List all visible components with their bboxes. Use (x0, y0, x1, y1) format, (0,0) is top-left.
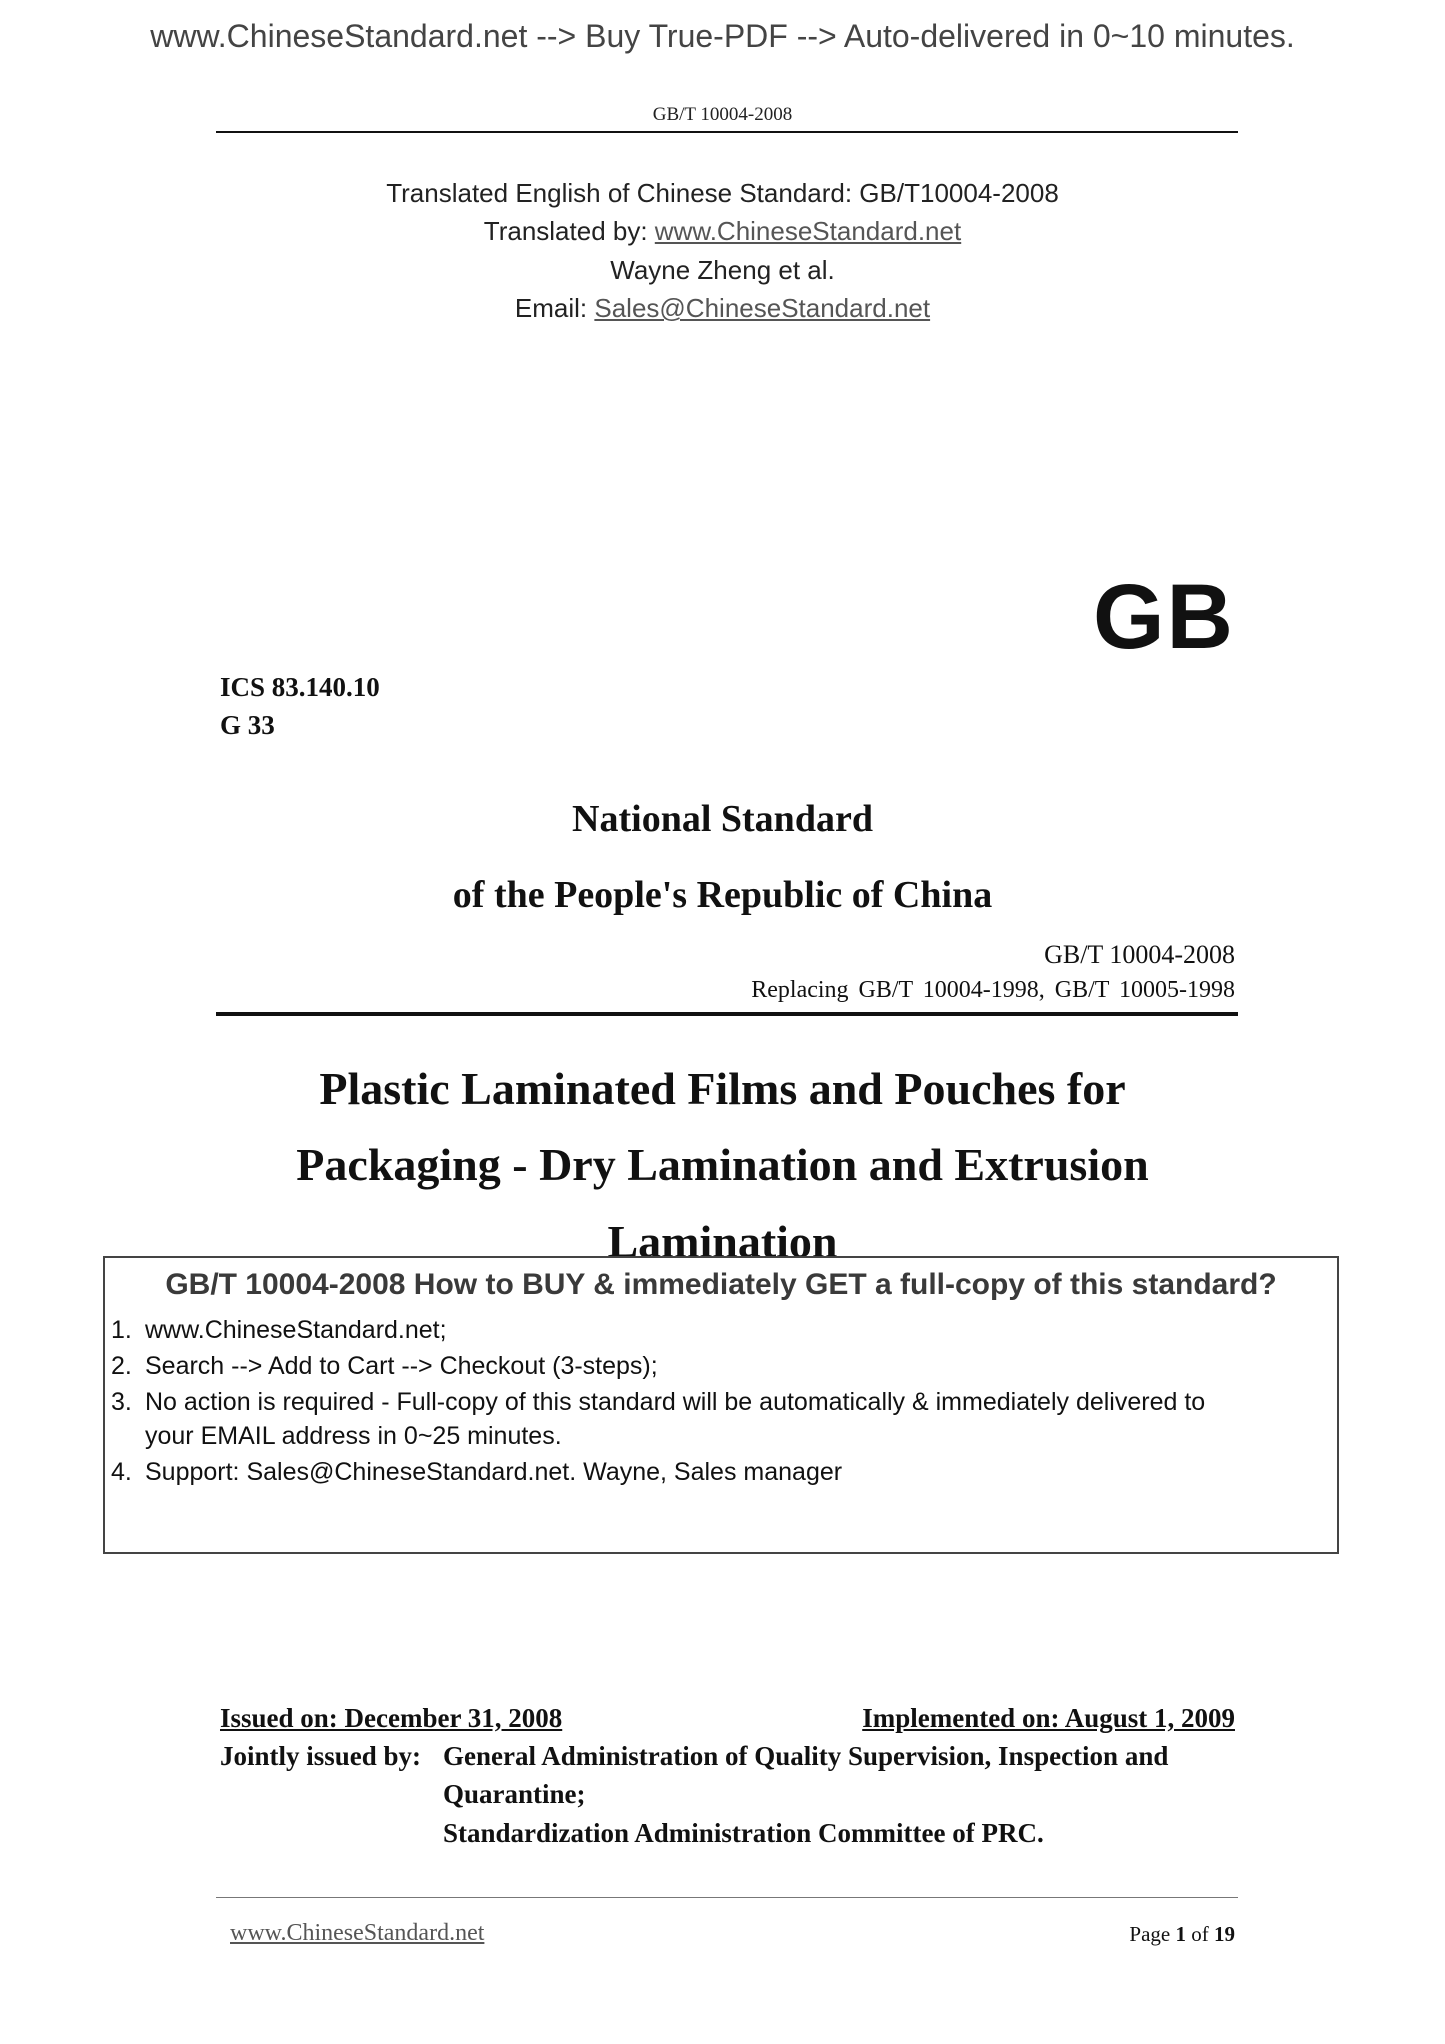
purchase-heading: GB/T 10004-2008 How to BUY & immediately GET a full-copy of this standard? (165, 1268, 1277, 1301)
national-standard-subheading: of the People's Republic of China (452, 874, 993, 916)
page-indicator (1129, 1922, 1235, 1947)
document-title-line: Packaging - Dry Lamination and Extrusion (296, 1139, 1149, 1190)
page-label: Page (1129, 1922, 1176, 1946)
top-banner: www.ChineseStandard.net --> Buy True-PDF --> Auto-delivered in 0~10 minutes. (150, 18, 1295, 54)
issuer-name-continuation: Quarantine; (443, 1779, 586, 1809)
header-divider (216, 131, 1238, 133)
step-number: 4. (111, 1458, 132, 1486)
footer-site-link[interactable]: www.ChineseStandard.net (230, 1920, 485, 1946)
translated-by-line (0, 216, 1445, 247)
translator-name: Wayne Zheng et al. (610, 255, 835, 285)
title-divider (216, 1012, 1238, 1016)
national-standard-heading: National Standard (572, 798, 873, 840)
purchase-step (111, 1316, 447, 1345)
purchase-info-box (103, 1256, 1339, 1554)
header-standard-code: GB/T 10004-2008 (652, 104, 793, 125)
purchase-step (111, 1458, 842, 1487)
page-total: 19 (1214, 1922, 1235, 1946)
email-label: Email: (514, 293, 595, 323)
footer-divider (216, 1897, 1238, 1898)
email-line (0, 293, 1445, 324)
step-number: 1. (111, 1316, 132, 1344)
document-title-line: Plastic Laminated Films and Pouches for (319, 1063, 1126, 1114)
translator-site-link[interactable]: www.ChineseStandard.net (654, 216, 962, 246)
ics-code: ICS 83.140.10 (220, 672, 380, 702)
translation-line: Translated English of Chinese Standard: GB/T10004-2008 (386, 178, 1059, 208)
purchase-step-continuation (145, 1422, 562, 1451)
standard-number: GB/T 10004-2008 (1044, 940, 1235, 969)
replacing-note: Replacing GB/T 10004-1998, GB/T 10005-1998 (751, 977, 1235, 1003)
implemented-on-date: Implemented on: August 1, 2009 (862, 1703, 1235, 1733)
issuer-name: Standardization Administration Committee of PRC. (443, 1818, 1044, 1848)
step-text: Support: Sales@ChineseStandard.net. Wayne, Sales manager (145, 1458, 843, 1486)
step-text[interactable]: www.ChineseStandard.net; (145, 1316, 447, 1344)
translated-by-label: Translated by: (483, 216, 655, 246)
classification-code: G 33 (220, 710, 275, 740)
page-separator: of (1186, 1922, 1214, 1946)
jointly-issued-label: Jointly issued by: (220, 1741, 422, 1771)
step-text: No action is required - Full-copy of this standard will be automatically & immediately delivered to (145, 1388, 1206, 1416)
step-text: your EMAIL address in 0~25 minutes. (145, 1422, 562, 1450)
step-text: Search --> Add to Cart --> Checkout (3-steps); (145, 1352, 658, 1380)
step-number: 2. (111, 1352, 132, 1380)
issuer-name: General Administration of Quality Supervision, Inspection and (443, 1741, 1169, 1771)
email-link[interactable]: Sales@ChineseStandard.net (594, 293, 931, 323)
issued-on-date: Issued on: December 31, 2008 (220, 1703, 563, 1733)
purchase-step (111, 1388, 1205, 1417)
purchase-step (111, 1352, 658, 1381)
page-current: 1 (1175, 1922, 1186, 1946)
gb-logo: GB (1093, 566, 1235, 668)
step-number: 3. (111, 1388, 132, 1416)
document-title-line: Lamination (607, 1216, 838, 1267)
